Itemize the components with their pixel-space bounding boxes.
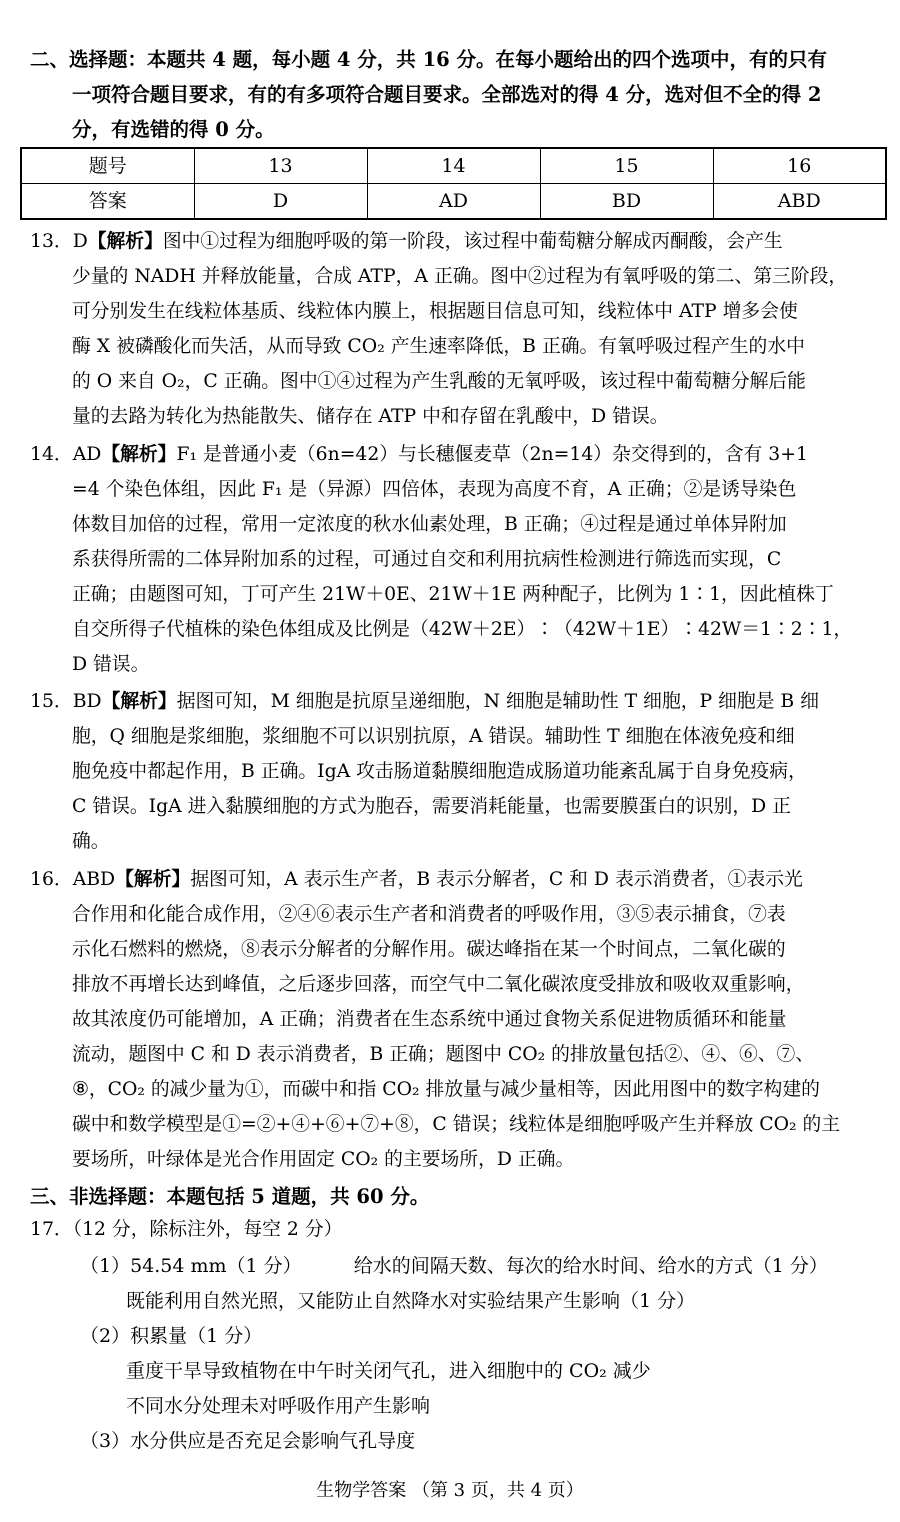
question-16-number: 16． [30,869,73,890]
question-15-line: 胞免疫中都起作用，B 正确。IgA 攻击肠道黏膜细胞造成肠道功能紊乱属于自身免疫病， [72,761,807,782]
question-16-line: 要场所，叶绿体是光合作用固定 CO₂ 的主要场所，D 正确。 [72,1149,575,1170]
table-number-14: 14 [367,148,540,184]
table-answer-15: BD [540,184,713,220]
question-15-line: C 错误。IgA 进入黏膜细胞的方式为胞吞，需要消耗能量，也需要膜蛋白的识别，D 正 [72,796,791,817]
question-15-line: 胞，Q 细胞是浆细胞，浆细胞不可以识别抗原，A 错误。辅助性 T 细胞在体液免疫和细 [72,726,795,747]
table-number-13: 13 [194,148,367,184]
question-14-line: =4 个染色体组，因此 F₁ 是（异源）四倍体，表现为高度不育，A 正确；②是诱导染色 [72,479,797,500]
q17-part-2-answer-a: （2）积累量（1 分） [80,1325,263,1347]
section-2-line-2: 一项符合题目要求，有的有多项符合题目要求。全部选对的得 4 分，选对但不全的得 2 [72,83,822,106]
question-16-line: 流动，题图中 C 和 D 表示消费者，B 正确；题图中 CO₂ 的排放量包括②、④、⑥、⑦、 [72,1044,815,1065]
question-14-line: 体数目加倍的过程，常用一定浓度的秋水仙素处理，B 正确；④过程是通过单体异附加 [72,514,787,535]
q17-part-3-answer-a: （3）水分供应是否充足会影响气孔导度 [80,1430,416,1452]
question-14-answer: AD [72,444,102,465]
question-13-answer: D [72,231,88,252]
section-3-heading [30,1179,880,1214]
question-14-explanation [30,437,880,682]
question-15-tag: 【解析】 [101,690,177,712]
answer-table-answer-row [21,184,886,220]
question-14-line: 系获得所需的二体异附加系的过程，可通过自交和利用抗病性检测进行筛选而实现，C [72,549,782,570]
question-17-part-1 [80,1249,880,1284]
question-16-line: ⑧，CO₂ 的减少量为①，而碳中和指 CO₂ 排放量与减少量相等，因此用图中的数字构建的 [72,1079,820,1100]
question-14-line: F₁ 是普通小麦（6n=42）与长穗偃麦草（2n=14）杂交得到的，含有 3+1 [176,444,808,465]
question-17-head: 17．（12 分，除标注外，每空 2 分） [30,1219,343,1240]
table-answer-13: D [194,184,367,220]
table-answer-14: AD [367,184,540,220]
question-13-line: 图中①过程为细胞呼吸的第一阶段，该过程中葡萄糖分解成丙酮酸，会产生 [162,231,783,252]
question-13-tag: 【解析】 [87,230,163,252]
question-16-tag: 【解析】 [115,868,191,890]
table-number-16: 16 [713,148,886,184]
q17-part-1-answer-b: 给水的间隔天数、每次的给水时间、给水的方式（1 分） [353,1255,828,1277]
q17-part-2-answer-c: 不同水分处理未对呼吸作用产生影响 [126,1395,431,1417]
question-16-line: 故其浓度仍可能增加，A 正确；消费者在生态系统中通过食物关系促进物质循环和能量 [72,1009,787,1030]
question-14-number: 14． [30,444,73,465]
q17-part-1-answer-a: （1）54.54 mm（1 分） [80,1255,302,1277]
question-16-line: 示化石燃料的燃烧，⑧表示分解者的分解作用。碳达峰指在某一个时间点，二氧化碳的 [72,939,786,960]
question-13-number: 13． [30,231,73,252]
question-15-explanation [30,684,880,859]
answer-table [20,147,887,220]
question-16-explanation [30,862,880,1177]
q17-part-2-answer-b: 重度干旱导致植物在中午时关闭气孔，进入细胞中的 CO₂ 减少 [126,1360,651,1382]
table-answer-16: ABD [713,184,886,220]
question-14-tag: 【解析】 [101,443,177,465]
question-15-line: 据图可知，M 细胞是抗原呈递细胞，N 细胞是辅助性 T 细胞，P 细胞是 B 细 [176,691,819,712]
question-15-answer: BD [72,691,102,712]
section-2-line-3: 分，有选错的得 0 分。 [72,118,275,141]
question-13-explanation [30,224,880,434]
question-15-number: 15． [30,691,73,712]
question-13-line: 可分别发生在线粒体基质、线粒体内膜上，根据题目信息可知，线粒体中 ATP 增多会使 [72,301,798,322]
section-2-heading [30,42,880,147]
question-16-line: 排放不再增长达到峰值，之后逐步回落，而空气中二氧化碳浓度受排放和吸收双重影响， [72,974,805,995]
question-16-answer: ABD [72,869,116,890]
table-number-15: 15 [540,148,713,184]
question-16-line: 据图可知，A 表示生产者，B 表示分解者，C 和 D 表示消费者，①表示光 [190,869,803,890]
section-3-title: 三、非选择题：本题包括 5 道题，共 60 分。 [30,1185,430,1208]
question-17-heading [30,1212,880,1247]
table-answer-label: 答案 [21,184,194,220]
question-13-line: 酶 X 被磷酸化而失活，从而导致 CO₂ 产生速率降低，B 正确。有氧呼吸过程产生的水中 [72,336,805,357]
question-13-line: 量的去路为转化为热能散失、储存在 ATP 中和存留在乳酸中，D 错误。 [72,406,669,427]
question-14-line: D 错误。 [72,654,150,675]
table-header-label: 题号 [21,148,194,184]
answer-table-number-row [21,148,886,184]
question-14-line: 自交所得子代植株的染色体组成及比例是（42W＋2E）∶（42W＋1E）∶42W＝1∶2∶1， [72,619,853,640]
question-16-line: 碳中和数学模型是①=②+④+⑥+⑦+⑧，C 错误；线粒体是细胞呼吸产生并释放 CO₂ 的主 [72,1114,841,1135]
section-2-line-1: 二、选择题：本题共 4 题，每小题 4 分，共 16 分。在每小题给出的四个选项中，有的只有 [30,48,828,71]
question-15-line: 确。 [72,831,110,852]
q17-part-1-answer-c: 既能利用自然光照，又能防止自然降水对实验结果产生影响（1 分） [126,1290,696,1312]
question-13-line: 的 O 来自 O₂，C 正确。图中①④过程为产生乳酸的无氧呼吸，该过程中葡萄糖分解后能 [72,371,806,392]
question-16-line: 合作用和化能合成作用，②④⑥表示生产者和消费者的呼吸作用，③⑤表示捕食，⑦表 [72,904,786,925]
question-13-line: 少量的 NADH 并释放能量，合成 ATP，A 正确。图中②过程为有氧呼吸的第二、第三阶段， [72,266,848,287]
question-14-line: 正确；由题图可知，丁可产生 21W＋0E、21W＋1E 两种配子，比例为 1∶1，因此植株丁 [72,584,834,605]
page-footer: 生物学答案 （第 3 页，共 4 页） [316,1480,584,1501]
